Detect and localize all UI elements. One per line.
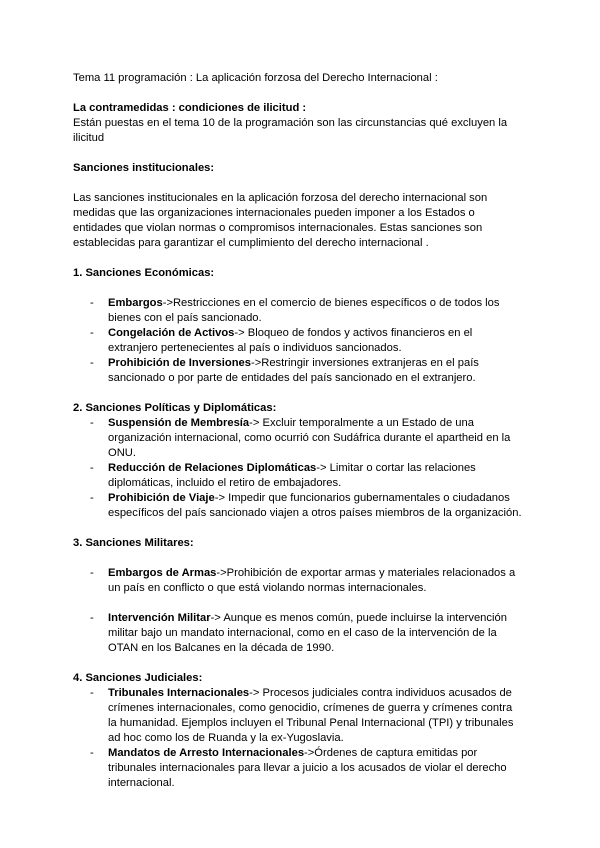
list-item bbox=[73, 461, 523, 491]
spacer bbox=[73, 596, 523, 611]
item-text: ->Prohibición de exportar armas y materiales relacionados a un país en conflicto o que está violando normas internacionales. bbox=[108, 567, 516, 594]
contramedidas-heading: La contramedidas : condiciones de ilicitud : bbox=[73, 102, 307, 114]
item-text: ->Restricciones en el comercio de bienes específicos o de todos los bienes con el país sancionado. bbox=[108, 297, 500, 324]
spacer bbox=[73, 386, 523, 401]
item-text: -> Procesos judiciales contra individuos acusados de crímenes internacionales, como genocidio, crímenes de guerra y crímenes contra la humanidad. Ejemplos incluyen el Tribunal Penal Internacional (TPI) y tribunales ad hoc como los de Ruanda y la ex-Yugoslavia. bbox=[108, 687, 514, 744]
list-item bbox=[73, 326, 523, 356]
item-term: Embargos de Armas bbox=[108, 567, 217, 579]
sanciones-institucionales-heading: Sanciones institucionales: bbox=[73, 162, 215, 174]
document-title: Tema 11 programación : La aplicación forzosa del Derecho Internacional : bbox=[73, 72, 438, 84]
section-heading-economicas: 1. Sanciones Económicas: bbox=[73, 267, 215, 279]
item-term: Suspensión de Membresía bbox=[108, 417, 250, 429]
section-heading-judiciales: 4. Sanciones Judiciales: bbox=[73, 672, 203, 684]
item-term: Prohibición de Inversiones bbox=[108, 357, 251, 369]
item-text: -> Limitar o cortar las relaciones diplomáticas, incluido el retiro de embajadores. bbox=[108, 462, 476, 489]
list-militares-2 bbox=[73, 611, 523, 656]
list-item bbox=[73, 491, 523, 521]
item-text: -> Aunque es menos común, puede incluirse la intervención militar bajo un mandato internacional, como en el caso de la intervención de la OTAN en los Balcanes en la década de 1990. bbox=[108, 612, 507, 654]
list-judiciales bbox=[73, 686, 523, 791]
item-term: Prohibición de Viaje bbox=[108, 492, 215, 504]
list-economicas bbox=[73, 296, 523, 386]
spacer bbox=[73, 656, 523, 671]
sanciones-institucionales-intro: Las sanciones institucionales en la aplicación forzosa del derecho internacional son medidas que las organizaciones internacionales pueden imponer a los Estados o entidades que violan normas o compromisos internacionales. Estas sanciones son establecidas para garantizar el cumplimiento del derecho internacional . bbox=[73, 192, 488, 249]
item-term: Reducción de Relaciones Diplomáticas bbox=[108, 462, 317, 474]
list-item bbox=[73, 686, 523, 746]
section-heading-militares: 3. Sanciones Militares: bbox=[73, 537, 194, 549]
item-term: Embargos bbox=[108, 297, 163, 309]
item-text: ->Órdenes de captura emitidas por tribunales internacionales para llevar a juicio a los acusados de violar el derecho internacional. bbox=[108, 747, 507, 789]
item-term: Tribunales Internacionales bbox=[108, 687, 250, 699]
item-text: -> Excluir temporalmente a un Estado de una organización internacional, como ocurrió con Sudáfrica durante el apartheid en la ONU. bbox=[108, 417, 511, 459]
list-item bbox=[73, 356, 523, 386]
item-text: -> Bloqueo de fondos y activos financieros en el extranjero pertenecientes al país o individuos sancionados. bbox=[108, 327, 473, 354]
list-item bbox=[73, 416, 523, 461]
list-politicas bbox=[73, 416, 523, 521]
item-term: Intervención Militar bbox=[108, 612, 211, 624]
spacer bbox=[73, 521, 523, 536]
item-text: -> Impedir que funcionarios gubernamentales o ciudadanos específicos del país sancionado viajen a otros países miembros de la organización. bbox=[108, 492, 522, 519]
document-page bbox=[73, 71, 523, 791]
contramedidas-text: Están puestas en el tema 10 de la programación son las circunstancias qué excluyen la ilicitud bbox=[73, 117, 508, 144]
list-item bbox=[73, 296, 523, 326]
item-term: Congelación de Activos bbox=[108, 327, 235, 339]
item-text: ->Restringir inversiones extranjeras en el país sancionado o por parte de entidades del país sancionado en el extranjero. bbox=[108, 357, 479, 384]
list-item bbox=[73, 611, 523, 656]
list-item bbox=[73, 746, 523, 791]
list-militares bbox=[73, 566, 523, 596]
list-item bbox=[73, 566, 523, 596]
item-term: Mandatos de Arresto Internacionales bbox=[108, 747, 305, 759]
section-heading-politicas: 2. Sanciones Políticas y Diplomáticas: bbox=[73, 402, 277, 414]
